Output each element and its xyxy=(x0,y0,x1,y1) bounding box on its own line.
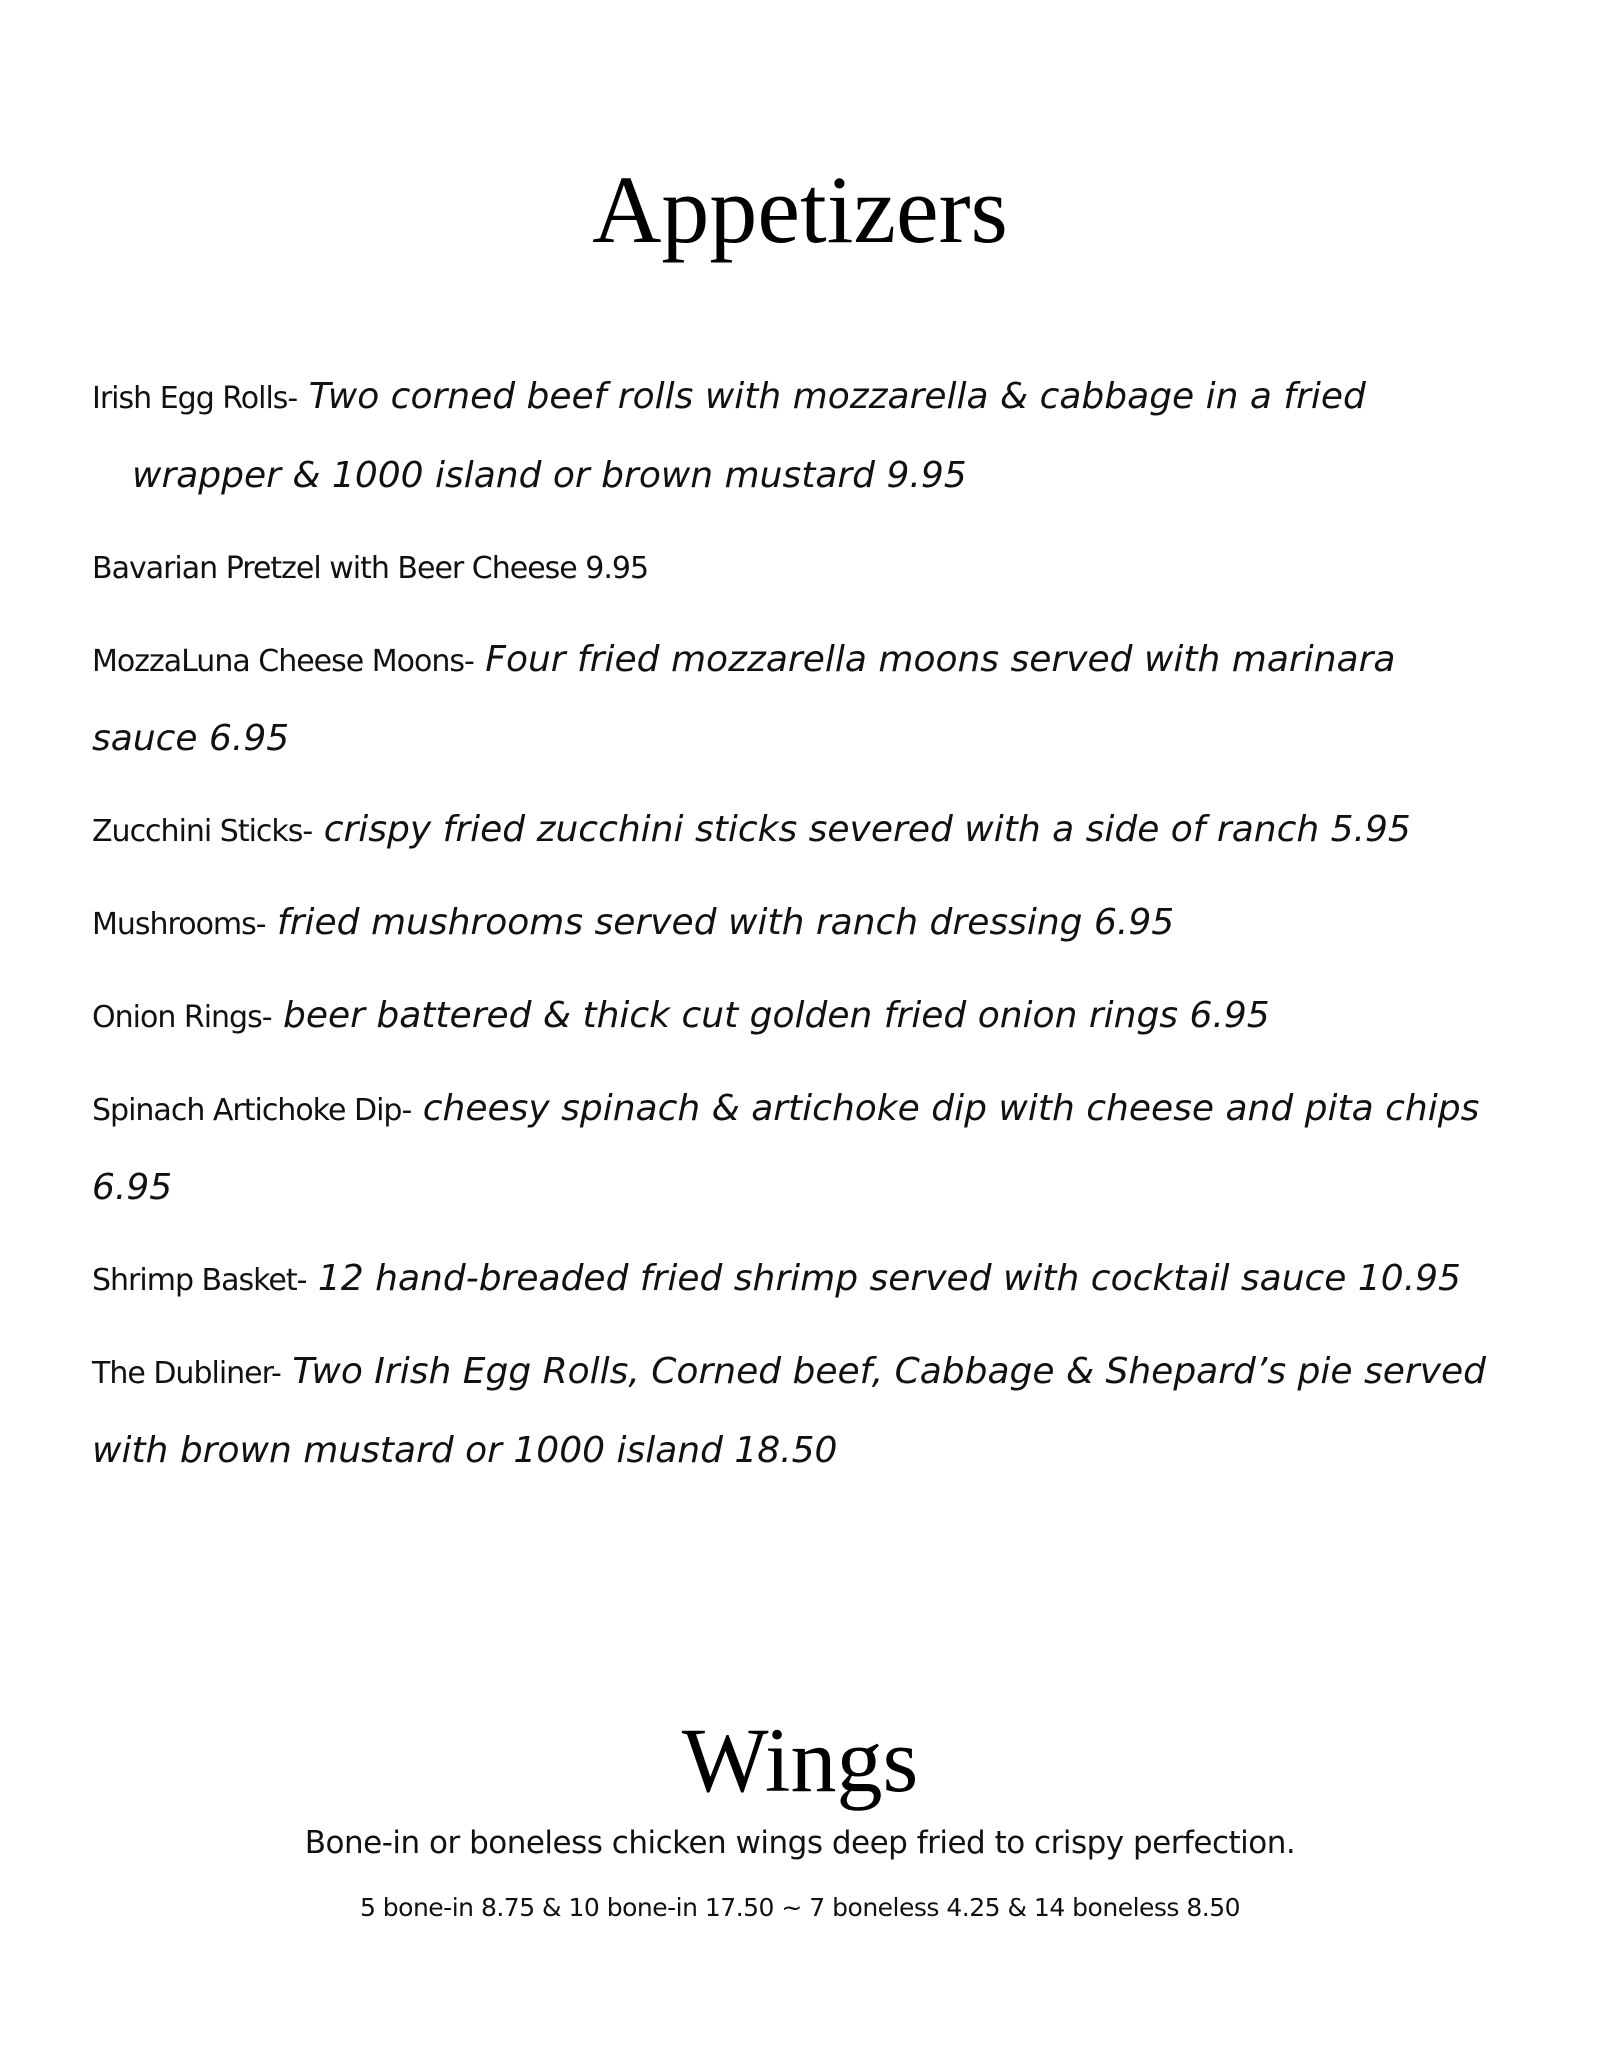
item-name: The Dubliner- xyxy=(92,1356,281,1391)
menu-item xyxy=(92,358,1512,514)
item-name: Spinach Artichoke Dip- xyxy=(92,1093,412,1128)
item-description: fried mushrooms served with ranch dressing 6.95 xyxy=(265,902,1175,943)
item-description: Two corned beef rolls with mozzarella & cabbage in a fried wrapper & 1000 island or brown mustard 9.95 xyxy=(132,376,1366,496)
menu-item xyxy=(92,884,1512,963)
item-name: Zucchini Sticks- xyxy=(92,814,313,849)
item-description: Four fried mozzarella moons served with marinara sauce 6.95 xyxy=(92,639,1396,759)
appetizers-title: Appetizers xyxy=(592,156,1008,263)
menu-item xyxy=(92,791,1512,870)
item-description: crispy fried zucchini sticks severed with a side of ranch 5.95 xyxy=(312,809,1411,850)
item-name: Mushrooms- xyxy=(92,907,266,942)
item-name: Shrimp Basket- xyxy=(92,1263,307,1298)
menu-item xyxy=(92,1070,1512,1226)
item-description: cheesy spinach & artichoke dip with cheese and pita chips 6.95 xyxy=(92,1088,1480,1208)
item-name: Onion Rings- xyxy=(92,1000,272,1035)
menu-item xyxy=(92,1240,1512,1319)
item-description: Two Irish Egg Rolls, Corned beef, Cabbage & Shepard’s pie served with brown mustard or 1000 island 18.50 xyxy=(92,1351,1486,1471)
item-name: Bavarian Pretzel with Beer Cheese 9.95 xyxy=(92,551,649,586)
wings-prices: 5 bone-in 8.75 & 10 bone-in 17.50 ~ 7 boneless 4.25 & 14 boneless 8.50 xyxy=(359,1893,1241,1922)
item-name: MozzaLuna Cheese Moons- xyxy=(92,644,474,679)
menu-item xyxy=(92,977,1512,1056)
wings-title: Wings xyxy=(681,1709,919,1811)
menu-item xyxy=(92,621,1512,777)
item-name: Irish Egg Rolls- xyxy=(92,381,298,416)
item-description: 12 hand-breaded fried shrimp served with cocktail sauce 10.95 xyxy=(306,1258,1461,1299)
appetizers-list xyxy=(92,358,1512,1503)
menu-item xyxy=(92,528,1512,607)
menu-item xyxy=(92,1333,1512,1489)
item-description: beer battered & thick cut golden fried onion rings 6.95 xyxy=(271,995,1270,1036)
wings-description: Bone-in or boneless chicken wings deep fried to crispy perfection. xyxy=(304,1825,1296,1861)
